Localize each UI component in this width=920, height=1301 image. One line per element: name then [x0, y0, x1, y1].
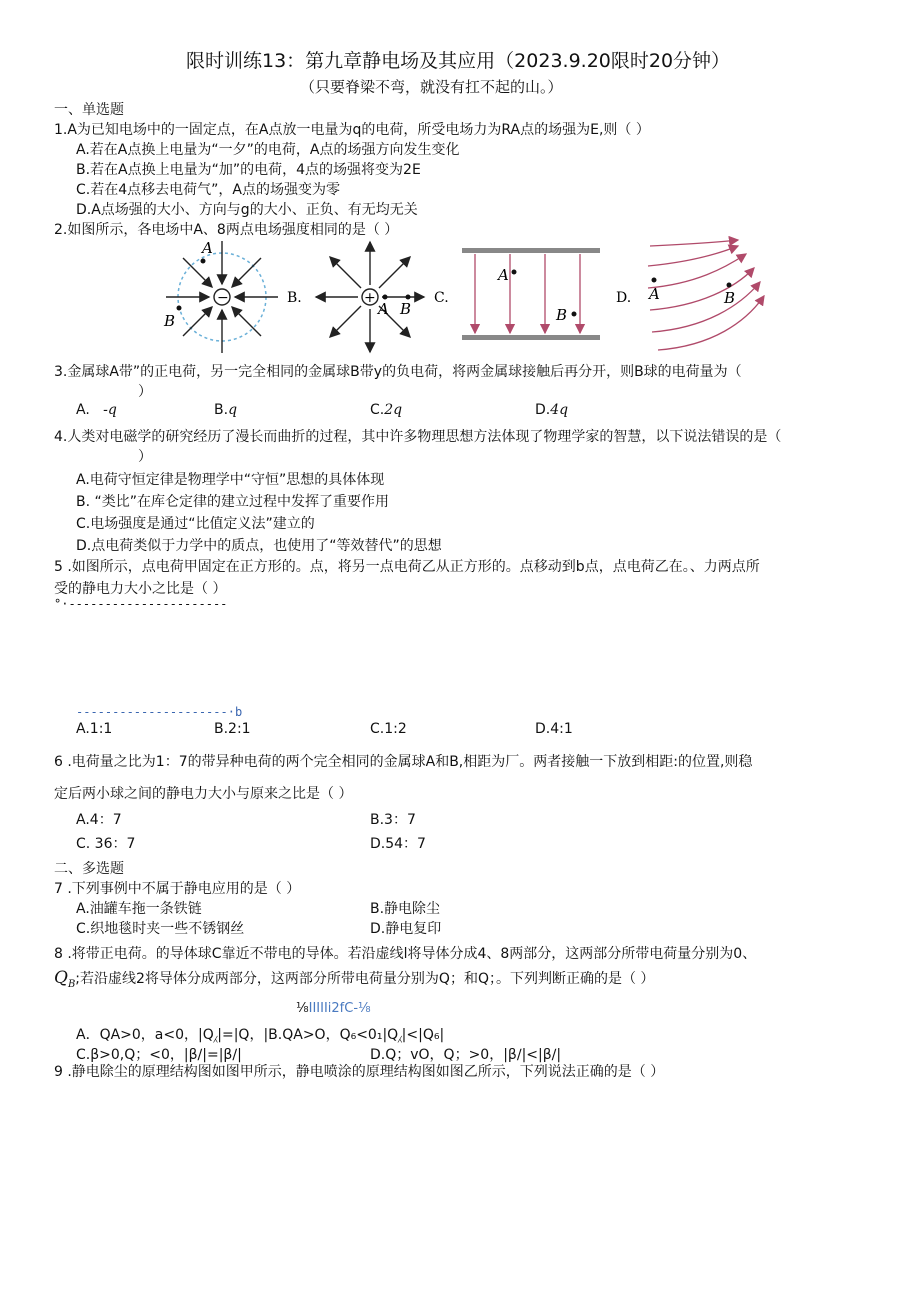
page-title: 限时训练13：第九章静电场及其应用（2023.9.20限时20分钟）: [186, 50, 731, 72]
panel-b-label-b: B: [400, 300, 412, 318]
q5-stem-line2: 受的静电力大小之比是（ ）: [54, 581, 227, 597]
q8-figure-labels: ⅛IIIIIi2fC-⅛: [296, 1001, 371, 1016]
q4-stem-line2: ）: [138, 449, 152, 465]
q8-option-a-b: A．QA>0，a<0，|Q⁁|=|Q，|B.QA>O，Q₆<0₁|Q⁁|<|Q₆|: [76, 1027, 445, 1043]
q3-option-b: B.q: [214, 402, 238, 418]
q1-stem: 1.A为已知电场中的一固定点，在A点放一电量为q的电荷，所受电场力为RA点的场强为E,则（ ）: [54, 122, 650, 138]
q5-figure-top-edge: °·----------------------: [54, 597, 228, 611]
q7-option-c: C.织地毯时夹一些不锈钢丝: [76, 921, 245, 937]
q6-option-d: D.54：7: [370, 836, 426, 852]
panel-c-label-b: B: [556, 306, 568, 324]
q4-stem-line1: 4.人类对电磁学的研究经历了漫长而曲折的过程，其中许多物理思想方法体现了物理学家的智慧，以下说法错误的是（: [54, 429, 782, 445]
q7-option-a: A.油罐车拖一条铁链: [76, 901, 202, 917]
q4-option-a: A.电荷守恒定律是物理学中“守恒”思想的具体体现: [76, 472, 385, 488]
section-single-choice: 一、单选题: [54, 102, 124, 118]
q5-stem-line1: 5 .如图所示，点电荷甲固定在正方形的。点，将另一点电荷乙从正方形的。点移动到b点，点电荷乙在。、力两点所: [54, 559, 760, 575]
q6-option-c: C. 36：7: [76, 836, 136, 852]
q9-stem: 9 .静电除尘的原理结构图如图甲所示，静电喷涂的原理结构图如图乙所示，下列说法正确的是（ ）: [54, 1064, 665, 1080]
panel-d-label-b: B: [724, 289, 736, 307]
panel-a-negative-charge: [163, 239, 278, 353]
q1-option-d: D.A点场强的大小、方向与g的大小、正负、有无均无关: [76, 202, 418, 218]
q3-stem-line1: 3.金属球A带”的正电荷，另一完全相同的金属球B带y的负电荷，将两金属球接触后再分开，则B球的电荷量为（: [54, 364, 742, 380]
panel-d-label-a: A: [649, 285, 660, 303]
panel-d-label: D.: [616, 290, 632, 306]
q6-stem-line2: 定后两小球之间的静电力大小与原来之比是（ ）: [54, 786, 353, 802]
panel-b-label-a: A: [378, 300, 389, 318]
q5-option-b: B.2:1: [214, 721, 251, 737]
q8-option-c: C.β>0,Q；<0，|β∕|=|β∕|: [76, 1047, 242, 1063]
q4-option-b: B. “类比”在库仑定律的建立过程中发挥了重要作用: [76, 494, 390, 510]
q6-option-a: A.4：7: [76, 812, 122, 828]
panel-a-label-b: B: [164, 312, 176, 330]
panel-b-label: B.: [287, 290, 302, 306]
panel-d-curved-field: [648, 240, 764, 350]
q2-stem: 2.如图所示，各电场中A、8两点电场强度相同的是（ ）: [54, 222, 399, 238]
q4-option-c: C.电场强度是通过“比值定义法”建立的: [76, 516, 315, 532]
q5-option-c: C.1:2: [370, 721, 407, 737]
panel-a-label-a: A: [202, 239, 213, 257]
q8-option-d: D.Q；vO，Q；>0，|β∕|<|β∕|: [370, 1047, 562, 1063]
negative-sign: −: [217, 290, 229, 306]
q7-option-b: B.静电除尘: [370, 901, 441, 917]
panel-b-positive-charge: [316, 242, 424, 352]
q3-option-a: A. -q: [76, 402, 117, 418]
q2-figure: [150, 236, 770, 358]
positive-sign: +: [364, 290, 376, 306]
q1-option-b: B.若在A点换上电量为“加”的电荷，4点的场强将变为2E: [76, 162, 421, 178]
q4-option-d: D.点电荷类似于力学中的质点，也使用了“等效替代”的思想: [76, 538, 442, 554]
q7-option-d: D.静电复印: [370, 921, 442, 937]
q3-option-d: D.4q: [535, 402, 569, 418]
q1-option-a: A.若在A点换上电量为“一夕”的电荷，A点的场强方向发生变化: [76, 142, 460, 158]
motto: （只要脊梁不弯，就没有扛不起的山。）: [300, 78, 563, 96]
q3-stem-line2: ）: [138, 384, 152, 400]
panel-c-parallel-plates: [462, 248, 600, 340]
q1-option-c: C.若在4点移去电荷气”，A点的场强变为零: [76, 182, 340, 198]
panel-c-label: C.: [434, 290, 449, 306]
q5-figure-bottom-edge: ---------------------·b: [76, 705, 243, 719]
q6-option-b: B.3：7: [370, 812, 416, 828]
q8-stem-line1: 8 .将带正电荷。的导体球C靠近不带电的导体。若沿虚线l将导体分成4、8两部分，这两部分所带电荷量分别为0、: [54, 946, 757, 962]
q7-stem: 7 .下列事例中不属于静电应用的是（ ）: [54, 881, 301, 897]
section-multi-choice: 二、多选题: [54, 861, 124, 877]
q5-option-a: A.1:1: [76, 721, 113, 737]
q5-option-d: D.4:1: [535, 721, 573, 737]
q6-stem-line1: 6 .电荷量之比为1：7的带异种电荷的两个完全相同的金属球A和B,相距为厂。两者接触一下放到相距:的位置,则稳: [54, 754, 753, 770]
q8-stem-line2: $Q_B$;若沿虚线2将导体分成两部分，这两部分所带电荷量分别为Q；和Q；。下列判断正确的是（ ）: [54, 968, 655, 990]
q3-option-c: C.2q: [370, 402, 403, 418]
panel-c-label-a: A: [498, 266, 509, 284]
